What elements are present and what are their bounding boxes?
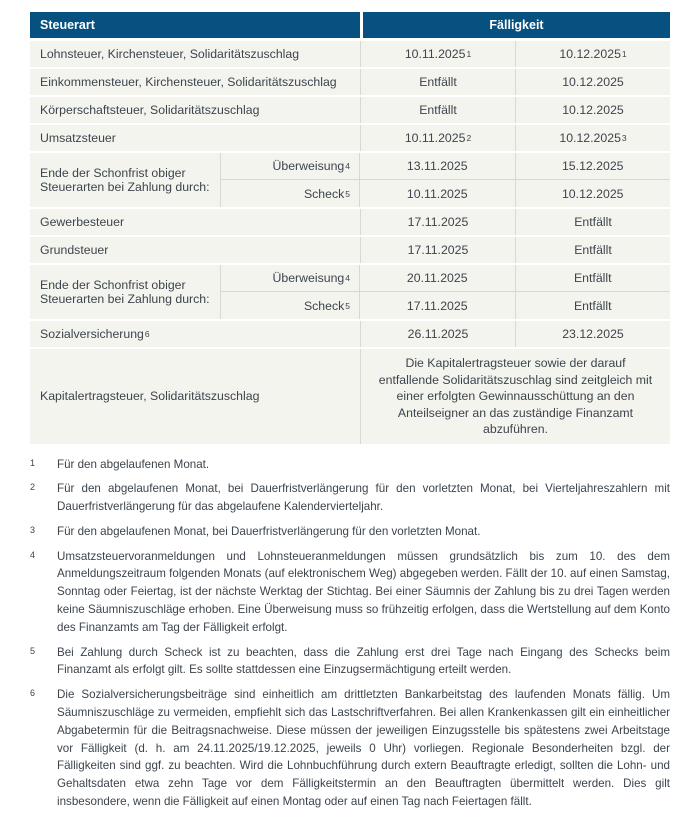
footnote-2 [30,480,670,516]
payment-method-label: Überweisung 4 [220,153,359,179]
table-row-einkommensteuer [30,69,670,95]
due-date-november [359,292,515,319]
table-row-schonfrist-1 [30,153,670,207]
due-date-november: 10.11.2025 1 [360,41,515,67]
date-value: 17.11.2025 [406,298,468,313]
due-date-november [360,321,515,347]
date-value: 10.11.2025 [404,47,466,61]
due-date-november [360,209,515,235]
due-date-december [515,97,670,123]
due-date-november [359,265,515,291]
footnote-number: 1 [30,457,36,468]
due-date-december [515,237,670,263]
date-value: 10.12.2025 [562,75,624,89]
row-label: Einkommensteuer, Kirchensteuer, Solidaritätszuschlag [40,75,337,89]
due-date-november [359,180,515,207]
footnote-number: 3 [30,524,36,535]
footnote-text: Die Sozialversicherungsbeiträge sind einheitlich am drittletzten Bankarbeitstag des laufenden Monats fällig. Um Säumniszuschläge zu vermeiden, empfiehlt sich das Lastschriftverfahren. Bei allen Krankenkassen gilt ein einheitlicher Abgabetermin für die Beitragsnachweise. Diese müssen der jeweiligen Einzugsstelle bis spätestens zwei Arbeitstage vor Fälligkeit (d. h. am 24.11.2025/19.12.2025, jeweils 0 Uhr) vorliegen. Regionale Besonderheiten bzgl. der Fälligkeiten sind ggf. zu beachten. Wird die Lohnbuchführung durch extern Beauftragte erledigt, sollten die Lohn- und Gehaltsdaten etwa zehn Tage vor dem Fälligkeitstermin an den Beauftragten übermittelt werden. Dies gilt insbesondere, wenn die Fälligkeit auf einen Montag oder auf einen Tag nach Feiertagen fällt. [57,688,670,809]
date-value: 10.12.2025 [562,103,624,117]
due-date-december: 10.12.2025 3 [515,125,670,151]
date-value: 10.12.2025 [561,186,624,201]
due-date-november [360,69,515,95]
table-row-koerperschaftsteuer [30,97,670,123]
date-value: 15.12.2025 [561,159,624,173]
date-value: Entfällt [574,243,612,257]
table-row-schonfrist-2 [30,265,670,319]
due-date-november: 10.11.2025 2 [360,125,515,151]
table-row-umsatzsteuer [30,125,670,151]
footnote-text: Umsatzsteuervoranmeldungen und Lohnsteueranmeldungen müssen grundsätzlich bis zum 10. des dem Anmeldungszeitraum folgenden Monats (auf elektronischem Weg) abgegeben werden. Fällt der 10. auf einen Samstag, Sonntag oder Feiertag, ist der nächste Werktag der Stichtag. Bei einer Säumnis der Zahlung bis zu drei Tagen werden keine Säumniszuschläge erhoben. Eine Überweisung muss so frühzeitig erfolgen, dass die Wertstellung auf dem Konto des Finanzamts am Tag der Fälligkeit erfolgt. [57,549,670,634]
payment-method-text: Überweisung [272,159,345,173]
date-value: 17.11.2025 [407,215,469,229]
date-value: Entfällt [574,215,612,229]
footnote-5 [30,644,670,680]
date-value: 20.11.2025 [406,271,468,285]
footnote-number: 6 [30,688,36,699]
date-value: Entfällt [573,271,612,285]
table-row-gewerbesteuer [30,209,670,235]
footnote-6 [30,686,670,811]
due-date-december [515,321,670,347]
footnote-number: 2 [30,482,36,493]
payment-method-label: Scheck 5 [220,292,359,319]
column-header-faelligkeit: Fälligkeit [363,12,670,38]
date-value: 23.12.2025 [562,327,624,341]
column-header-steuerart: Steuerart [30,12,360,38]
schonfrist-subrows [220,153,670,207]
row-label: Sozialversicherung 6 [40,327,150,341]
footnote-text: Bei Zahlung durch Scheck ist zu beachten, dass die Zahlung erst drei Tage nach Eingang des Schecks beim Finanzamt als erfolgt gilt. Es sollte stattdessen eine Einzugsermächtigung erteilt werden. [57,645,670,677]
footnote-3 [30,523,670,541]
due-date-november [359,153,515,179]
date-value: Entfällt [573,298,612,313]
payment-method-text: Scheck [303,186,345,201]
row-label-text: Sozialversicherung [40,327,144,341]
payment-method-label: Überweisung 4 [220,265,359,291]
due-date-december: 10.12.2025 1 [515,41,670,67]
row-label: Kapitalertragsteuer, Solidaritätszuschlag [40,389,260,404]
row-label: Gewerbesteuer [40,215,125,229]
row-label: Lohnsteuer, Kirchensteuer, Solidaritätszuschlag [40,47,300,61]
date-value: Entfällt [419,103,457,117]
row-label: Umsatzsteuer [40,131,116,145]
tax-deadlines-table [30,12,670,444]
due-date-november [360,237,515,263]
subrow-scheck [220,180,670,207]
due-date-december [515,153,671,179]
due-date-december [515,180,671,207]
due-date-november [360,97,515,123]
footnote-text: Für den abgelaufenen Monat. [57,457,210,471]
footnote-4 [30,548,670,637]
kapitalertragsteuer-note: Die Kapitalertragsteuer sowie der darauf entfallende Solidaritätszuschlag sind zeitgleich mit einer erfolgten Gewinnausschüttung an den Anteilseigner an das zuständige Finanzamt abzuführen. [360,349,670,444]
table-row-grundsteuer [30,237,670,263]
row-label: Ende der Schonfrist obiger Steuerarten bei Zahlung durch: [40,166,210,194]
date-value: 10.11.2025 [406,186,468,201]
date-value: Entfällt [419,75,457,89]
date-value: 10.11.2025 [404,131,466,145]
footnote-number: 4 [30,549,36,560]
due-date-december [515,292,671,319]
payment-method-text: Überweisung [272,271,345,285]
subrow-ueberweisung [220,265,670,292]
row-label: Körperschaftsteuer, Solidaritätszuschlag [40,103,260,117]
date-value: 10.12.2025 [559,47,621,61]
row-label: Grundsteuer [40,243,109,257]
row-label: Ende der Schonfrist obiger Steuerarten bei Zahlung durch: [40,278,210,306]
footnote-text: Für den abgelaufenen Monat, bei Dauerfristverlängerung für den vorletzten Monat. [57,524,481,538]
payment-method-text: Scheck [303,298,345,313]
footnote-number: 5 [30,645,36,656]
due-date-december [515,209,670,235]
footnotes-section [30,456,670,811]
date-value: 17.11.2025 [407,243,469,257]
subrow-scheck [220,292,670,319]
due-date-december [515,265,671,291]
subrow-ueberweisung [220,153,670,180]
due-date-december [515,69,670,95]
table-row-sozialversicherung [30,321,670,347]
table-row-kapitalertragsteuer [30,349,670,444]
schonfrist-subrows [220,265,670,319]
date-value: 26.11.2025 [407,327,469,341]
table-row-lohnsteuer [30,41,670,67]
table-header-row [30,12,670,38]
date-value: 10.12.2025 [559,131,621,145]
footnote-text: Für den abgelaufenen Monat, bei Dauerfristverlängerung für den vorletzten Monat, bei Vierteljahreszahlern mit Dauerfristverlängerung für das abgelaufene Kalendervierteljahr. [57,482,670,514]
date-value: 13.11.2025 [406,159,468,173]
footnote-1 [30,456,670,474]
payment-method-label: Scheck 5 [220,180,359,207]
